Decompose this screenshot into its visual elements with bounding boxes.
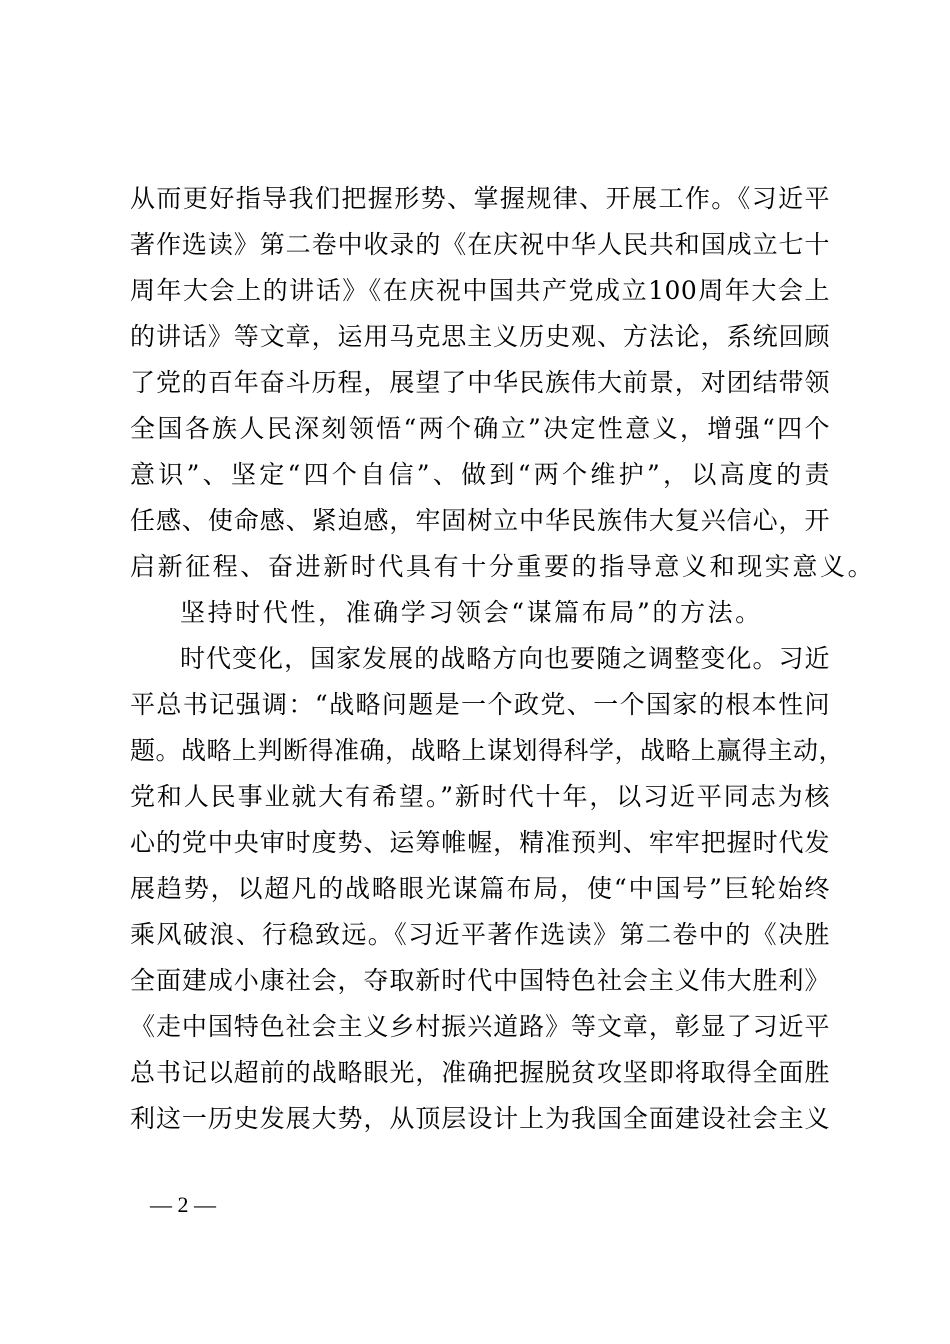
text-line: 从而更好指导我们把握形势、掌握规律、开展工作。《习近平 xyxy=(130,184,830,213)
text-line: 乘风破浪、行稳致远。《习近平著作选读》第二卷中的《决胜 xyxy=(130,920,830,949)
text-line: 全面建成小康社会，夺取新时代中国特色社会主义伟大胜利》 xyxy=(130,966,830,995)
body-text xyxy=(130,176,876,1142)
text-line: 了党的百年奋斗历程，展望了中华民族伟大前景，对团结带领 xyxy=(130,368,830,397)
text-line: 周年大会上的讲话》《在庆祝中国共产党成立100周年大会上 xyxy=(130,276,830,305)
text-line: 总书记以超前的战略眼光，准确把握脱贫攻坚即将取得全面胜 xyxy=(130,1058,830,1087)
text-line: 著作选读》第二卷中收录的《在庆祝中华人民共和国成立七十 xyxy=(130,230,830,259)
text-line: 党和人民事业就大有希望。”新时代十年，以习近平同志为核 xyxy=(130,782,830,811)
text-line: 平总书记强调：“战略问题是一个政党、一个国家的根本性问 xyxy=(130,690,830,719)
text-line: 启新征程、奋进新时代具有十分重要的指导意义和现实意义。 xyxy=(130,552,876,581)
text-line: 全国各族人民深刻领悟“两个确立”决定性意义，增强“四个 xyxy=(130,414,830,443)
text-line: 利这一历史发展大势，从顶层设计上为我国全面建设社会主义 xyxy=(130,1104,830,1133)
page-number: — 2 — xyxy=(150,1192,216,1217)
section-heading: 坚持时代性，准确学习领会“谋篇布局”的方法。 xyxy=(180,598,763,627)
text-line: 意识”、坚定“四个自信”、做到“两个维护”，以高度的责 xyxy=(130,460,830,489)
text-line: 时代变化，国家发展的战略方向也要随之调整变化。习近 xyxy=(180,644,830,673)
text-line: 《走中国特色社会主义乡村振兴道路》等文章，彰显了习近平 xyxy=(130,1012,830,1041)
text-line: 心的党中央审时度势、运筹帷幄，精准预判、牢牢把握时代发 xyxy=(130,828,830,857)
text-line: 展趋势，以超凡的战略眼光谋篇布局，使“中国号”巨轮始终 xyxy=(130,874,830,903)
text-line: 的讲话》等文章，运用马克思主义历史观、方法论，系统回顾 xyxy=(130,322,830,351)
text-line: 题。战略上判断得准确，战略上谋划得科学，战略上赢得主动， xyxy=(130,736,845,765)
text-line: 任感、使命感、紧迫感，牢固树立中华民族伟大复兴信心，开 xyxy=(130,506,830,535)
